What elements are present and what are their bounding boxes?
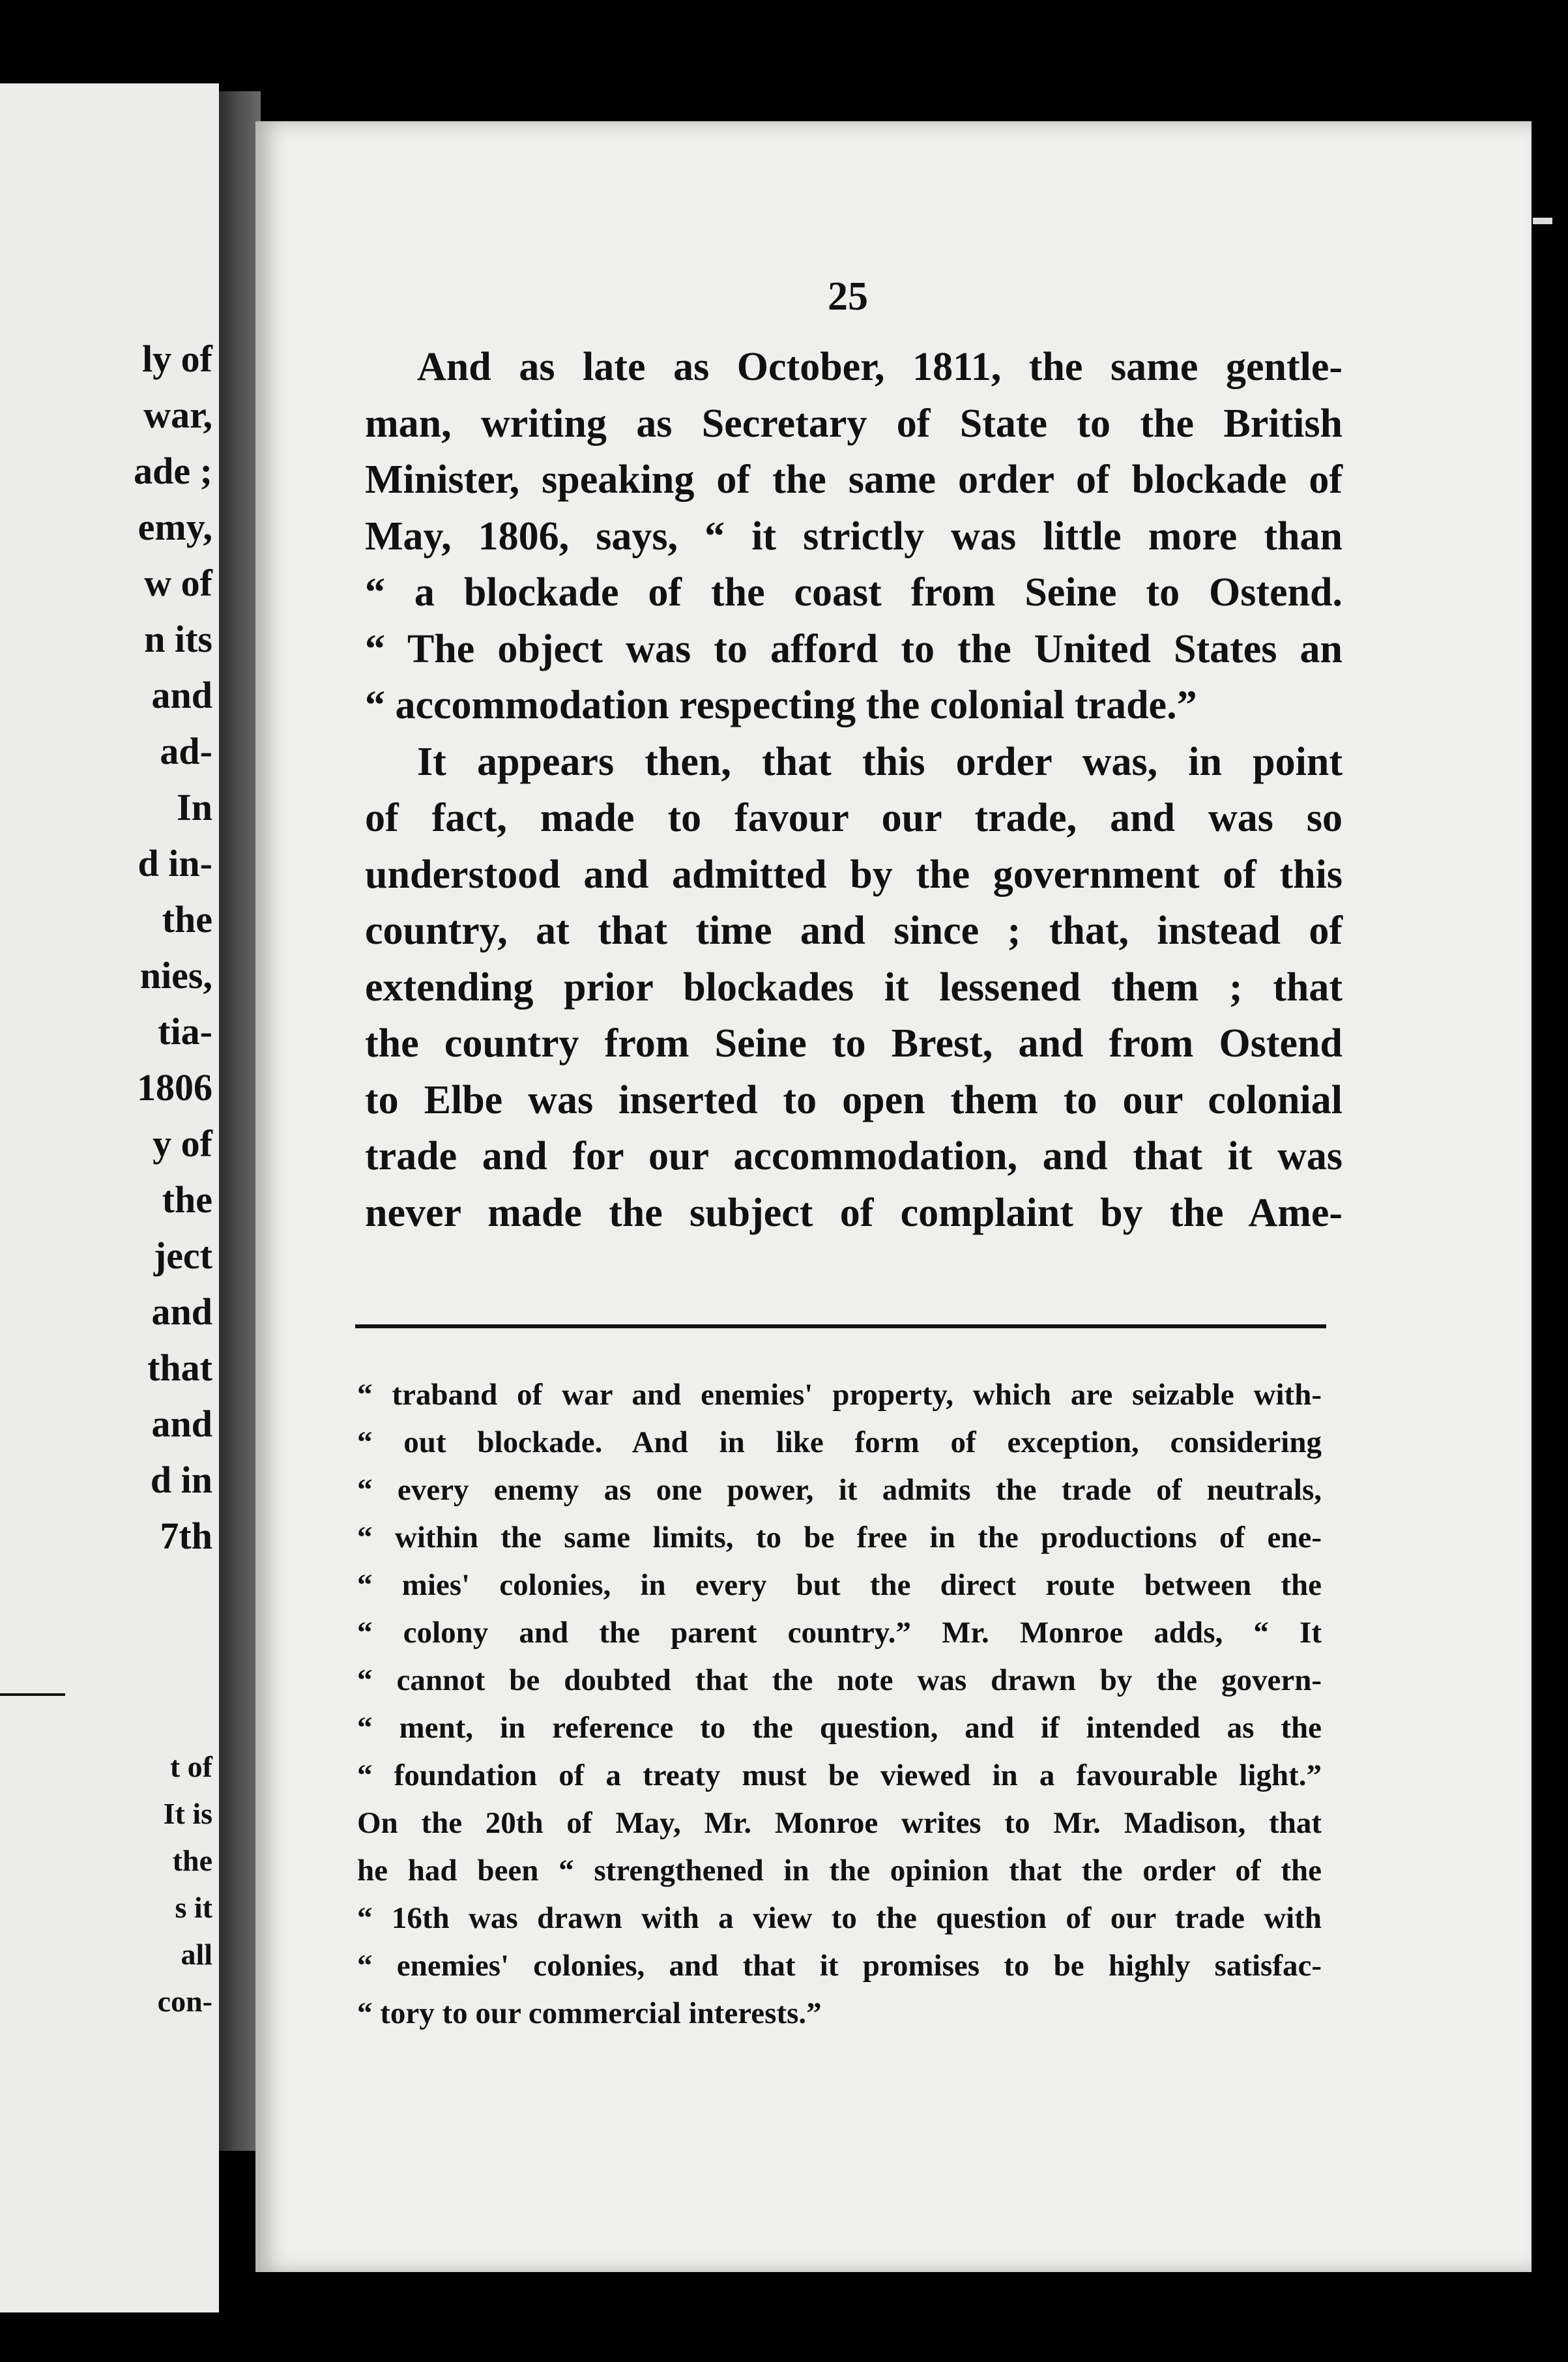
body-line: “ a blockade of the coast from Seine to Ostend.	[365, 570, 1343, 615]
left-page-line: the	[162, 898, 212, 940]
left-page-line: y of	[152, 1122, 212, 1165]
body-line: Minister, speaking of the same order of blockade of	[365, 458, 1343, 502]
footnote-line: “ colony and the parent country.” Mr. Monroe adds, “ It	[357, 1616, 1322, 1650]
body-line: the country from Seine to Brest, and from Ostend	[365, 1021, 1343, 1066]
left-page-line: and	[151, 674, 212, 716]
left-page-line: d in-	[138, 842, 212, 884]
left-page-line: ly of	[142, 338, 212, 380]
footnote-line: “ within the same limits, to be free in the productions of ene-	[357, 1521, 1322, 1554]
left-footnote-rule	[0, 1693, 65, 1696]
body-line: “ accommodation respecting the colonial trade.”	[365, 683, 1197, 727]
left-footnote-line: con-	[157, 1985, 212, 2018]
left-page-line: w of	[144, 562, 212, 604]
footnote-line: he had been “ strengthened in the opinion that the order of the	[357, 1854, 1322, 1888]
footnote-line: “ out blockade. And in like form of exception, considering	[357, 1425, 1322, 1459]
left-footnote-line: It is	[163, 1797, 212, 1830]
body-line: man, writing as Secretary of State to the British	[365, 401, 1343, 446]
book-gutter	[219, 91, 261, 2151]
left-footnote-line: s it	[175, 1891, 212, 1924]
footnote-line: On the 20th of May, Mr. Monroe writes to Mr. Madison, that	[357, 1806, 1322, 1840]
body-line: extending prior blockades it lessened them ; that	[365, 965, 1343, 1010]
body-text	[365, 339, 1343, 1241]
body-line: And as late as October, 1811, the same gentle-	[417, 345, 1343, 389]
footnote-line: “ traband of war and enemies' property, which are seizable with-	[357, 1378, 1322, 1412]
left-page-line: that	[147, 1347, 212, 1389]
body-line: never made the subject of complaint by the Ame-	[365, 1190, 1343, 1235]
footnote-line: “ 16th was drawn with a view to the question of our trade with	[357, 1901, 1322, 1935]
left-page-line: tia-	[158, 1010, 212, 1053]
body-line: country, at that time and since ; that, instead of	[365, 909, 1343, 953]
page-number: 25	[828, 274, 868, 319]
left-page-line: ade ;	[134, 450, 212, 492]
body-line: “ The object was to afford to the United States an	[365, 626, 1343, 671]
left-footnote-line: t of	[169, 1750, 212, 1783]
body-line: It appears then, that this order was, in point	[417, 739, 1343, 784]
body-line: May, 1806, says, “ it strictly was little more than	[365, 514, 1343, 559]
left-footnote-line: all	[181, 1938, 212, 1971]
left-page-line: n its	[144, 618, 212, 660]
left-page-line: war,	[143, 394, 212, 436]
footnote-line: “ ment, in reference to the question, and if intended as the	[357, 1711, 1322, 1745]
left-footnote-line: the	[172, 1844, 212, 1877]
left-page-line: and	[151, 1403, 212, 1445]
scan-edge	[1532, 121, 1568, 2272]
left-page-line: In	[177, 786, 212, 828]
left-page-line: emy,	[138, 506, 212, 548]
left-page-line: d in	[150, 1459, 212, 1501]
footnote-rule	[355, 1324, 1326, 1328]
footnote-line: “ mies' colonies, in every but the direct route between the	[357, 1568, 1322, 1602]
body-line: to Elbe was inserted to open them to our colonial	[365, 1077, 1343, 1122]
previous-page-fragment	[0, 83, 219, 2312]
left-page-line: and	[151, 1290, 212, 1333]
left-page-line: nies,	[139, 954, 212, 997]
left-page-line: 1806	[137, 1066, 212, 1109]
footnote-line: “ every enemy as one power, it admits the trade of neutrals,	[357, 1473, 1322, 1507]
footnote-line: “ enemies' colonies, and that it promises to be highly satisfac-	[357, 1949, 1322, 1983]
left-page-line: 7th	[160, 1515, 212, 1557]
footnote-line: “ tory to our commercial interests.”	[357, 1996, 822, 2030]
footnote-line: “ foundation of a treaty must be viewed in a favourable light.”	[357, 1758, 1322, 1792]
body-line: understood and admitted by the government of this	[365, 852, 1343, 897]
left-page-line: the	[162, 1178, 212, 1221]
body-line: of fact, made to favour our trade, and was so	[365, 796, 1343, 840]
footnote-line: “ cannot be doubted that the note was drawn by the govern-	[357, 1663, 1322, 1697]
left-page-line: ject	[153, 1234, 212, 1277]
left-page-line: ad-	[160, 730, 212, 772]
body-line: trade and for our accommodation, and that it was	[365, 1134, 1343, 1178]
scan-speck	[1533, 218, 1552, 224]
footnote-text	[357, 1371, 1322, 2037]
